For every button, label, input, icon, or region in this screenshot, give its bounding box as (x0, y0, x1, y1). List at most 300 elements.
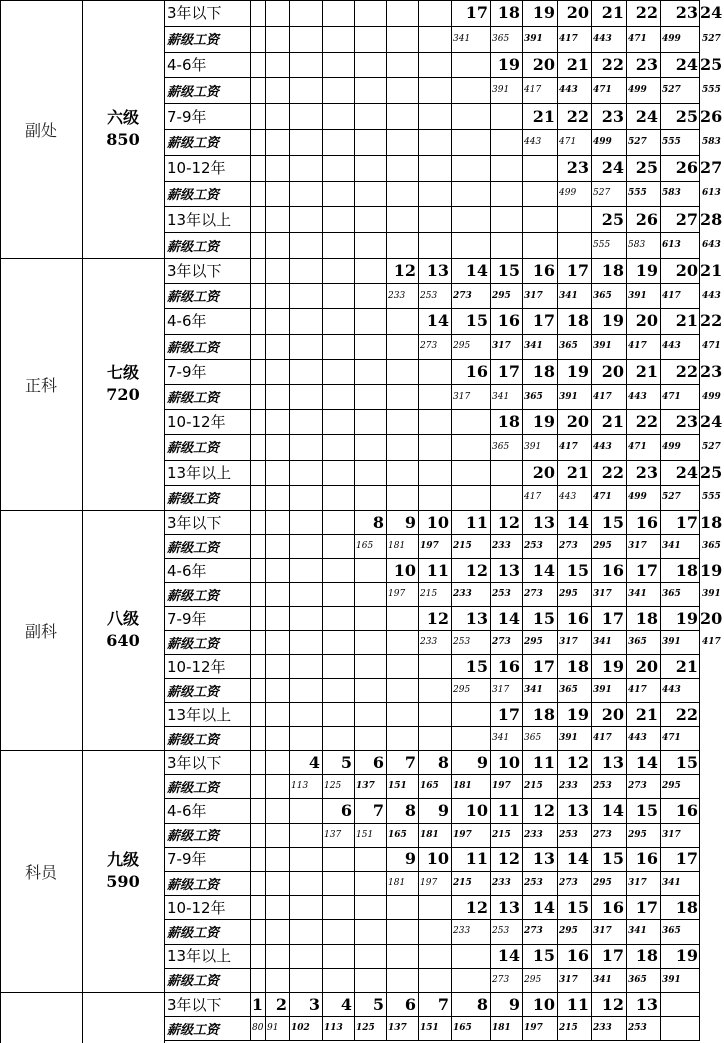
pay-level: 15 (532, 946, 555, 966)
grid-line (490, 510, 491, 750)
salary-amount: 295 (524, 637, 543, 647)
salary-amount: 443 (559, 85, 578, 96)
salary-amount: 165 (453, 1023, 472, 1033)
grid-line (164, 582, 700, 583)
salary-amount: 273 (524, 926, 543, 937)
salary-amount: 113 (291, 781, 309, 792)
pay-level: 24 (635, 106, 658, 126)
grid-line (164, 992, 165, 1043)
years-label: 13年以上 (167, 947, 232, 966)
pay-level: 18 (700, 512, 723, 532)
grid-line (164, 409, 700, 410)
pay-level: 17 (601, 946, 624, 966)
grid-line (164, 750, 165, 992)
salary-amount: 613 (702, 188, 721, 199)
grid-line (164, 823, 700, 824)
pay-level: 21 (700, 261, 723, 281)
grade-pay: 640 (106, 631, 140, 650)
grid-line (164, 308, 700, 309)
grid-line (522, 0, 523, 258)
grid-line (164, 103, 700, 104)
grid-line (164, 283, 700, 284)
salary-amount: 341 (593, 637, 612, 647)
salary-amount: 471 (593, 85, 612, 96)
salary-amount: 151 (388, 781, 407, 792)
pay-level: 18 (601, 261, 624, 281)
pay-level: 6 (372, 752, 384, 772)
salary-amount: 151 (420, 1023, 439, 1033)
pay-level: 18 (635, 608, 658, 628)
salary-label: 薪级工资 (167, 391, 220, 407)
pay-level: 16 (532, 261, 555, 281)
pay-level: 7 (437, 994, 449, 1014)
salary-label: 薪级工资 (167, 588, 220, 604)
salary-label: 薪级工资 (167, 925, 220, 941)
pay-level: 16 (601, 897, 624, 917)
salary-amount: 233 (524, 829, 543, 840)
grid-line (354, 510, 355, 750)
grid-line (289, 0, 290, 258)
salary-amount: 443 (662, 685, 681, 695)
years-label: 3年以下 (167, 4, 222, 23)
salary-amount: 181 (420, 829, 439, 840)
pay-level: 11 (465, 512, 488, 532)
salary-amount: 391 (559, 733, 578, 743)
pay-level: 16 (635, 512, 658, 532)
pay-level: 21 (601, 3, 624, 23)
salary-amount: 273 (593, 829, 612, 840)
grid-line (354, 258, 355, 510)
salary-amount: 391 (492, 85, 510, 96)
salary-amount: 365 (524, 733, 542, 743)
salary-amount: 471 (593, 492, 612, 503)
pay-level: 22 (566, 106, 589, 126)
salary-label: 薪级工资 (167, 732, 220, 748)
salary-amount: 253 (628, 1023, 647, 1033)
pay-level: 22 (635, 3, 658, 23)
years-label: 10-12年 (167, 159, 226, 178)
grid-line (164, 0, 165, 258)
salary-amount: 391 (559, 391, 578, 402)
salary-amount: 181 (388, 541, 406, 551)
salary-amount: 471 (628, 33, 647, 44)
salary-amount: 215 (453, 878, 472, 889)
grid-line (164, 77, 700, 78)
salary-amount: 233 (453, 926, 471, 937)
grid-line (0, 750, 700, 751)
pay-level: 15 (675, 752, 698, 772)
grid-line (386, 992, 387, 1040)
pay-level: 17 (497, 361, 520, 381)
pay-level: 23 (675, 3, 698, 23)
salary-amount: 365 (492, 441, 510, 452)
pay-level: 5 (340, 752, 352, 772)
salary-amount: 317 (492, 341, 511, 352)
pay-level: 13 (497, 897, 520, 917)
salary-amount: 295 (593, 878, 612, 889)
grid-line (250, 510, 251, 750)
pay-level: 13 (601, 752, 624, 772)
salary-amount: 417 (593, 391, 612, 402)
salary-amount: 555 (702, 85, 721, 96)
grid-line (660, 0, 661, 258)
salary-amount: 443 (593, 33, 612, 44)
grid-line (626, 750, 627, 992)
grid-line (418, 992, 419, 1040)
grid-line (164, 654, 700, 655)
pay-level: 8 (404, 800, 416, 820)
grid-line (322, 0, 323, 258)
pay-level: 20 (675, 261, 698, 281)
salary-amount: 233 (492, 878, 511, 889)
salary-amount: 341 (628, 926, 647, 937)
salary-amount: 391 (662, 637, 681, 647)
pay-level: 21 (635, 361, 658, 381)
pay-level: 18 (635, 946, 658, 966)
pay-level: 23 (700, 361, 723, 381)
grid-line (451, 0, 452, 258)
grid-line (164, 359, 700, 360)
grid-line (660, 992, 661, 1040)
grid-line (164, 702, 700, 703)
years-label: 4-6年 (167, 801, 207, 820)
pay-level: 10 (465, 800, 488, 820)
grid-line (660, 510, 661, 750)
salary-amount: 613 (662, 240, 681, 251)
salary-label: 薪级工资 (167, 829, 220, 845)
pay-level: 16 (566, 946, 589, 966)
pay-level: 20 (700, 608, 723, 628)
pay-level: 15 (465, 311, 488, 331)
grid-line (289, 510, 290, 750)
pay-level: 4 (340, 994, 352, 1014)
grid-line (289, 992, 290, 1040)
pay-level: 22 (601, 462, 624, 482)
grid-line (0, 992, 1, 1043)
salary-amount: 583 (702, 136, 721, 147)
grid-line (289, 258, 290, 510)
salary-amount: 471 (628, 441, 647, 452)
salary-amount: 365 (628, 974, 647, 985)
grid-line (591, 992, 592, 1040)
grid-line (490, 750, 491, 992)
grid-line (265, 992, 266, 1040)
years-label: 3年以下 (167, 995, 222, 1014)
salary-amount: 273 (559, 541, 578, 551)
grid-line (164, 774, 700, 775)
pay-level: 22 (635, 412, 658, 432)
grade-cell (82, 510, 164, 750)
salary-amount: 215 (420, 589, 438, 599)
salary-amount: 137 (356, 781, 375, 792)
salary-label: 薪级工资 (167, 84, 220, 100)
salary-amount: 197 (453, 829, 472, 840)
salary-amount: 341 (492, 733, 510, 743)
grid-line (164, 558, 700, 559)
pay-level: 19 (532, 3, 555, 23)
salary-amount: 295 (453, 341, 471, 352)
grid-line (660, 750, 661, 992)
grid-line (164, 1040, 700, 1041)
salary-amount: 295 (559, 926, 578, 937)
grade-label: 六级 (106, 108, 139, 127)
salary-amount: 197 (388, 589, 406, 599)
pay-level: 24 (675, 54, 698, 74)
salary-amount: 91 (267, 1023, 279, 1033)
grid-line (164, 968, 700, 969)
grid-line (490, 992, 491, 1040)
salary-amount: 527 (702, 441, 721, 452)
salary-amount: 137 (324, 829, 342, 840)
pay-level: 24 (700, 3, 723, 23)
grid-line (164, 52, 700, 53)
pay-level: 11 (497, 800, 520, 820)
years-label: 10-12年 (167, 657, 226, 676)
grid-line (0, 0, 1, 258)
pay-level: 17 (532, 311, 555, 331)
salary-amount: 165 (388, 829, 407, 840)
salary-amount: 215 (524, 781, 543, 792)
salary-amount: 417 (628, 341, 647, 352)
pay-level: 14 (566, 849, 589, 869)
grid-line (591, 510, 592, 750)
salary-amount: 341 (593, 974, 612, 985)
salary-amount: 499 (559, 188, 577, 199)
grid-line (164, 206, 700, 207)
salary-label: 薪级工资 (167, 340, 220, 356)
salary-amount: 317 (524, 290, 543, 301)
pay-level: 22 (700, 311, 723, 331)
pay-level: 28 (700, 209, 723, 229)
salary-amount: 391 (593, 341, 612, 352)
pay-level: 14 (497, 946, 520, 966)
grid-line (250, 992, 251, 1040)
years-label: 7-9年 (167, 609, 207, 628)
years-label: 7-9年 (167, 107, 207, 126)
grid-line (82, 258, 83, 510)
pay-level: 10 (532, 994, 555, 1014)
salary-amount: 417 (524, 85, 542, 96)
grid-line (386, 750, 387, 992)
pay-level: 24 (601, 158, 624, 178)
salary-label: 薪级工资 (167, 636, 220, 652)
grid-line (164, 534, 700, 535)
pay-level: 21 (566, 54, 589, 74)
grid-line (164, 678, 700, 679)
salary-amount: 391 (593, 685, 612, 695)
years-label: 7-9年 (167, 362, 207, 381)
salary-amount: 253 (524, 541, 543, 551)
pay-level: 17 (566, 261, 589, 281)
grid-line (699, 510, 700, 750)
salary-label: 薪级工资 (167, 877, 220, 893)
pay-level: 22 (601, 54, 624, 74)
pay-level: 16 (675, 800, 698, 820)
grid-line (522, 510, 523, 750)
pay-level: 13 (635, 994, 658, 1014)
years-label: 4-6年 (167, 55, 207, 74)
pay-level: 23 (635, 54, 658, 74)
pay-level: 19 (635, 261, 658, 281)
pay-level: 14 (566, 512, 589, 532)
salary-amount: 295 (662, 781, 681, 792)
salary-amount: 215 (559, 1023, 578, 1033)
salary-amount: 273 (628, 781, 647, 792)
pay-level: 23 (601, 106, 624, 126)
pay-level: 25 (675, 106, 698, 126)
salary-amount: 181 (453, 781, 472, 792)
salary-amount: 471 (702, 341, 721, 352)
pay-level: 4 (308, 752, 320, 772)
pay-level: 12 (566, 752, 589, 772)
grid-line (289, 750, 290, 992)
salary-amount: 181 (492, 1023, 511, 1033)
pay-level: 17 (675, 512, 698, 532)
grid-line (557, 992, 558, 1040)
salary-amount: 253 (453, 637, 471, 647)
pay-level: 25 (700, 54, 723, 74)
grid-line (699, 258, 700, 510)
grid-line (557, 510, 558, 750)
salary-amount: 443 (559, 492, 577, 503)
pay-level: 17 (635, 897, 658, 917)
salary-amount: 317 (662, 829, 681, 840)
pay-level: 11 (426, 560, 449, 580)
salary-amount: 341 (662, 541, 681, 551)
pay-level: 27 (675, 209, 698, 229)
grid-line (386, 258, 387, 510)
pay-level: 15 (635, 800, 658, 820)
salary-amount: 499 (662, 441, 681, 452)
pay-level: 20 (532, 54, 555, 74)
pay-level: 12 (532, 800, 555, 820)
pay-level: 13 (426, 261, 449, 281)
pay-level: 19 (675, 946, 698, 966)
salary-amount: 317 (628, 541, 647, 551)
grid-line (164, 944, 700, 945)
grid-line (660, 258, 661, 510)
years-label: 13年以上 (167, 705, 232, 724)
grid-line (354, 992, 355, 1040)
pay-level: 23 (566, 158, 589, 178)
salary-amount: 273 (559, 878, 578, 889)
salary-amount: 391 (524, 33, 543, 44)
grid-line (164, 258, 165, 510)
salary-amount: 233 (492, 541, 511, 551)
pay-level: 11 (532, 752, 555, 772)
grid-line (418, 510, 419, 750)
salary-amount: 295 (559, 589, 578, 599)
years-label: 10-12年 (167, 898, 226, 917)
pay-level: 12 (465, 560, 488, 580)
years-label: 13年以上 (167, 210, 232, 229)
pay-level: 14 (426, 311, 449, 331)
grid-line (164, 434, 700, 435)
pay-level: 19 (497, 54, 520, 74)
grid-line (699, 992, 700, 1040)
salary-amount: 215 (492, 829, 511, 840)
pay-level: 16 (601, 560, 624, 580)
salary-amount: 417 (662, 290, 681, 301)
grid-line (265, 258, 266, 510)
pay-level: 10 (426, 849, 449, 869)
salary-amount: 317 (628, 878, 647, 889)
pay-level: 11 (465, 849, 488, 869)
salary-amount: 233 (420, 637, 438, 647)
grid-line (250, 750, 251, 992)
pay-level: 19 (566, 361, 589, 381)
salary-amount: 443 (662, 341, 681, 352)
grid-line (490, 258, 491, 510)
salary-amount: 365 (524, 391, 543, 402)
years-label: 4-6年 (167, 561, 207, 580)
salary-amount: 151 (356, 829, 374, 840)
salary-amount: 273 (420, 341, 438, 352)
pay-level: 15 (601, 512, 624, 532)
salary-amount: 341 (492, 391, 510, 402)
salary-amount: 365 (492, 33, 510, 44)
pay-level: 15 (532, 608, 555, 628)
grid-line (164, 334, 700, 335)
grid-line (522, 750, 523, 992)
pay-level: 20 (566, 412, 589, 432)
pay-level: 12 (393, 261, 416, 281)
grid-line (0, 510, 700, 511)
pay-level: 17 (635, 560, 658, 580)
years-label: 10-12年 (167, 413, 226, 432)
salary-amount: 417 (524, 492, 542, 503)
grid-line (164, 606, 700, 607)
grid-line (322, 992, 323, 1040)
pay-level: 14 (532, 897, 555, 917)
salary-amount: 197 (420, 541, 439, 551)
pay-level: 10 (393, 560, 416, 580)
salary-amount: 391 (524, 441, 542, 452)
salary-amount: 527 (662, 85, 681, 96)
salary-amount: 527 (662, 492, 681, 503)
pay-level: 26 (635, 209, 658, 229)
grid-line (164, 726, 700, 727)
salary-amount: 365 (593, 290, 612, 301)
pay-level: 21 (675, 656, 698, 676)
salary-label: 薪级工资 (167, 974, 220, 990)
salary-amount: 583 (662, 188, 681, 199)
pay-level: 19 (601, 656, 624, 676)
pay-level: 17 (465, 3, 488, 23)
grid-line (451, 510, 452, 750)
salary-label: 薪级工资 (167, 540, 220, 556)
pay-level: 21 (635, 704, 658, 724)
salary-amount: 341 (524, 685, 543, 695)
pay-level: 17 (532, 656, 555, 676)
grid-line (557, 0, 558, 258)
grid-line (265, 750, 266, 992)
salary-amount: 443 (524, 136, 542, 147)
grid-line (0, 258, 1, 510)
pay-level: 16 (566, 608, 589, 628)
salary-amount: 165 (420, 781, 439, 792)
pay-level: 19 (532, 412, 555, 432)
pay-level: 20 (635, 311, 658, 331)
pay-level: 15 (566, 897, 589, 917)
grid-line (82, 510, 83, 750)
pay-level: 9 (437, 800, 449, 820)
grid-line (164, 798, 700, 799)
pay-level: 18 (566, 656, 589, 676)
grid-line (164, 232, 700, 233)
salary-amount: 341 (662, 878, 681, 889)
salary-amount: 125 (324, 781, 342, 792)
